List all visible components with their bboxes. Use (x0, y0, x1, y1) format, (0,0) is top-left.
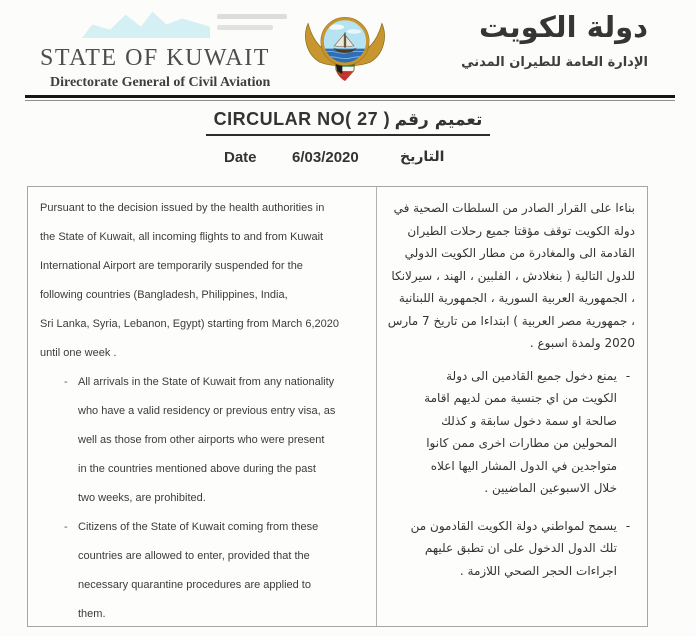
bullet-dash: - (625, 368, 631, 383)
date-row (0, 149, 696, 171)
english-bullet-item (40, 513, 368, 626)
watermark-text-smudge (217, 14, 287, 19)
arabic-column (377, 187, 647, 626)
bullet-text: يمنع دخول جميع القادمين الى دولة الكويت من اي جنسية ممن لديهم اقامة صالحة او سمة دخول سابقة و كذلك المحولين من مطارات اخرى ممن كانوا متواجدين في الدول المشار اليها اعلاه خلال الاسبوعين الماضيين . (424, 368, 617, 495)
bullet-dash: - (64, 521, 68, 533)
english-column (28, 187, 377, 626)
arabic-state-title: دولة الكويت (479, 10, 648, 44)
watermark-logo (82, 8, 210, 38)
bullet-dash: - (625, 518, 631, 533)
watermark-text-smudge (217, 25, 273, 30)
date-label-en: Date (224, 149, 257, 166)
dgca-subtitle: Directorate General of Civil Aviation (50, 75, 271, 90)
state-of-kuwait-title: STATE OF KUWAIT (40, 45, 270, 71)
bullet-text: All arrivals in the State of Kuwait from any nationality who have a valid residency or previous entry visa, as well as those from other airports who were present in the countries mentioned above during the past two weeks, are prohibited. (78, 376, 336, 504)
english-intro-paragraph: Pursuant to the decision issued by the health authorities in the State of Kuwait, all incoming flights to and from Kuwait International Airport are temporarily suspended for the following countries (Bangladesh, Philippines, India, Sri Lanka, Syria, Lebanon, Egypt) starting from March 6,2020 until one week . (40, 202, 339, 359)
header-divider-rule (25, 95, 675, 101)
bullet-text: يسمح لمواطني دولة الكويت القادمون من تلك الدول الدخول على ان تطبق عليهم اجراءات الحجر الصحي اللازمة . (410, 518, 617, 578)
arabic-bullet-item (387, 515, 635, 583)
arabic-dgca-subtitle: الإدارة العامة للطيران المدني (461, 55, 648, 70)
circular-title (0, 109, 696, 136)
circular-title-en: CIRCULAR NO( 27 ) (213, 109, 391, 129)
date-value: 6/03/2020 (292, 149, 359, 166)
arabic-bullet-item (387, 365, 635, 500)
circular-title-ar: تعميم رقم (394, 110, 483, 130)
header-arabic (461, 10, 648, 70)
english-bullet-item (40, 368, 368, 513)
content-box (27, 186, 648, 627)
arabic-intro-paragraph: بناءا على القرار الصادر من السلطات الصحية في دولة الكويت توقف مؤقتا جميع رحلات الطيران القادمة الى والمغادرة من مطار الكويت الدولي للدول التالية ( بنغلادش ، الفلبين ، الهند ، سيرلانكا ، الجمهورية العربية السورية ، الجمهورية اللبنانية ، جمهورية مصر العربية ) ابتداءا من تاريخ 7 مارس 2020 ولمدة اسبوع . (387, 201, 635, 350)
bullet-dash: - (64, 376, 68, 388)
bullet-text: Citizens of the State of Kuwait coming from these countries are allowed to enter, provided that the necessary quarantine procedures are applied to them. (78, 521, 319, 620)
date-label-ar: التاريخ (400, 149, 445, 165)
kuwait-coat-of-arms-icon (300, 7, 390, 93)
header-english (40, 45, 270, 91)
